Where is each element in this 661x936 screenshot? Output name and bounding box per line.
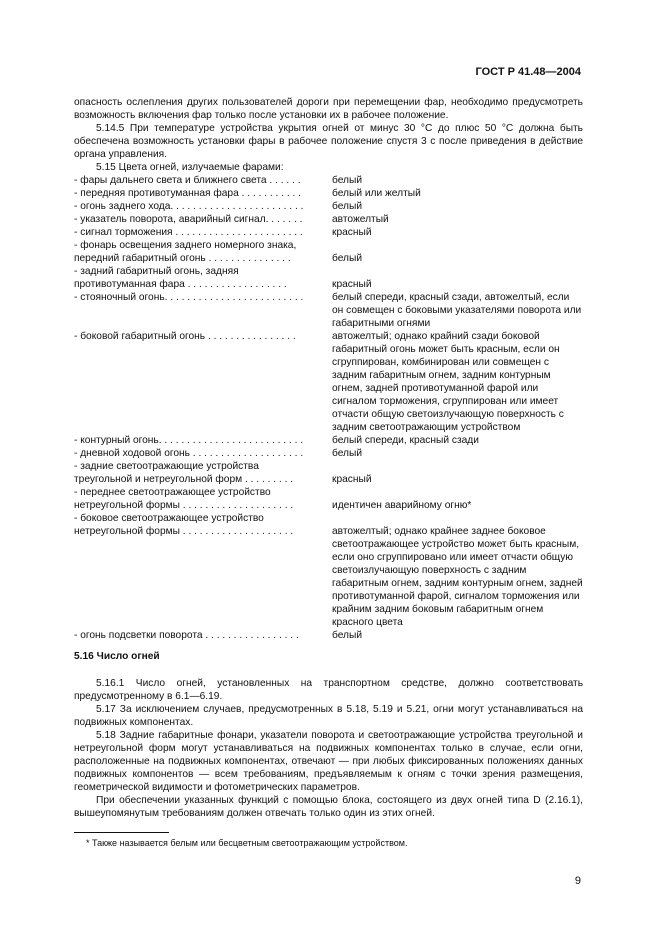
list-item: - сигнал торможения . . . . . . . . . . . . . . . . . . . . . . . красный: [74, 227, 372, 238]
standard-header: ГОСТ Р 41.48—2004: [475, 66, 581, 78]
paragraph-block: При обеспечении указанных функций с помощью блока, состоящего из двух огней типа D (2.16.1), вышеупомянутым требованиям должен отвечать только один из этих огней.: [74, 795, 583, 819]
paragraph-5-17: 5.17 За исключением случаев, предусмотренных в 5.18, 5.19 и 5.21, огни могут устанавливаться на подвижных компонентах.: [74, 704, 583, 728]
list-item: - задние светоотражающие устройства: [74, 461, 259, 472]
list-item: нетреугольной формы . . . . . . . . . . . . . . . . . . . . идентичен аварийному огню*: [74, 500, 472, 511]
list-item: - боковое светоотражающее устройство: [74, 513, 264, 524]
list-item: треугольной и нетреугольной форм . . . . . . . . . красный: [74, 474, 372, 485]
paragraph-intro: опасность ослепления других пользователей дороги при перемещении фар, необходимо предусмотреть возможность включения фар только после установки их в рабочее положение.: [74, 97, 583, 121]
footnote-divider: [74, 832, 169, 833]
list-item: - задний габаритный огонь, задняя: [74, 266, 239, 277]
list-item: - передняя противотуманная фара . . . . . . . . . . . белый или желтый: [74, 188, 421, 199]
section-heading-5-16: 5.16 Число огней: [74, 651, 160, 662]
paragraph-5-14-5: 5.14.5 При температуре устройства укрытия огней от минус 30 °С до плюс 50 °С должна быть обеспечена возможность установки фары в рабочее положение спустя 3 с после приведения в действие органа управления.: [74, 123, 583, 160]
list-item: - указатель поворота, аварийный сигнал. . . . . . . автожелтый: [74, 214, 389, 225]
paragraph-5-16-1: 5.16.1 Число огней, установленных на транспортном средстве, должно соответствовать предусмотренному в 6.1—6.19.: [74, 678, 583, 702]
lamp-color-list: [74, 174, 583, 642]
footnote: * Также называется белым или бесцветным светоотражающим устройством.: [86, 838, 408, 848]
list-item: - стояночный огонь. . . . . . . . . . . . . . . . . . . . . . . . . белый спереди, красный сзади, автожелтый, если он совмещен с боковыми указателями поворота или габаритными огнями: [74, 292, 582, 329]
list-item: - боковой габаритный огонь . . . . . . . . . . . . . . . . автожелтый; однако крайний сзади боковой габаритный огонь может быть красным, если он сгруппирован, комбинирован или совмещен с задним габаритным огнем, задним контурным огнем, задней противотуманной фарой или сигналом торможения, сгруппирован или имеет отчасти общую светоизлучающую поверхность с задним светоотражающим устройством: [74, 331, 564, 433]
page-body: [74, 96, 583, 850]
list-item: передний габаритный огонь . . . . . . . . . . . . . . . белый: [74, 253, 363, 264]
list-item: - фонарь освещения заднего номерного знака,: [74, 240, 297, 251]
list-item: - огонь подсветки поворота . . . . . . . . . . . . . . . . . белый: [74, 630, 363, 641]
list-item: - фары дальнего света и ближнего света . . . . . . белый: [74, 175, 363, 186]
list-item: противотуманная фара . . . . . . . . . . . . . . . . . . красный: [74, 279, 372, 290]
list-item: нетреугольной формы . . . . . . . . . . . . . . . . . . . . автожелтый; однако крайнее заднее боковое светоотражающее устройство может быть красным, если оно сгруппировано или имеет отчасти общую светоизлучающую поверхность с задним габаритным огнем, задним контурным огнем, задней противотуманной фарой, сигналом торможения или крайним задним боковым габаритным огнем красного цвета: [74, 526, 583, 628]
page-number: 9: [574, 875, 581, 887]
list-item: - переднее светоотражающее устройство: [74, 487, 271, 498]
list-item: - дневной ходовой огонь . . . . . . . . . . . . . . . . . . . . белый: [74, 448, 363, 459]
list-item: - контурный огонь. . . . . . . . . . . . . . . . . . . . . . . . . . белый спереди, красный сзади: [74, 435, 479, 446]
list-item: - огонь заднего хода. . . . . . . . . . . . . . . . . . . . . . . . белый: [74, 201, 363, 212]
paragraph-5-18: 5.18 Задние габаритные фонари, указатели поворота и светоотражающие устройства треугольной и нетреугольной форм могут устанавливаться на подвижных компонентах только в случае, если огни, расположенные на подвижных компонентах, отвечают — при любых фиксированных положениях данных подвижных компонентов — всем требованиям, предъявляемым к огням с точки зрения размещения, геометрической видимости и фотометрических параметров.: [74, 730, 583, 793]
paragraph-5-15: 5.15 Цвета огней, излучаемые фарами:: [96, 162, 284, 173]
